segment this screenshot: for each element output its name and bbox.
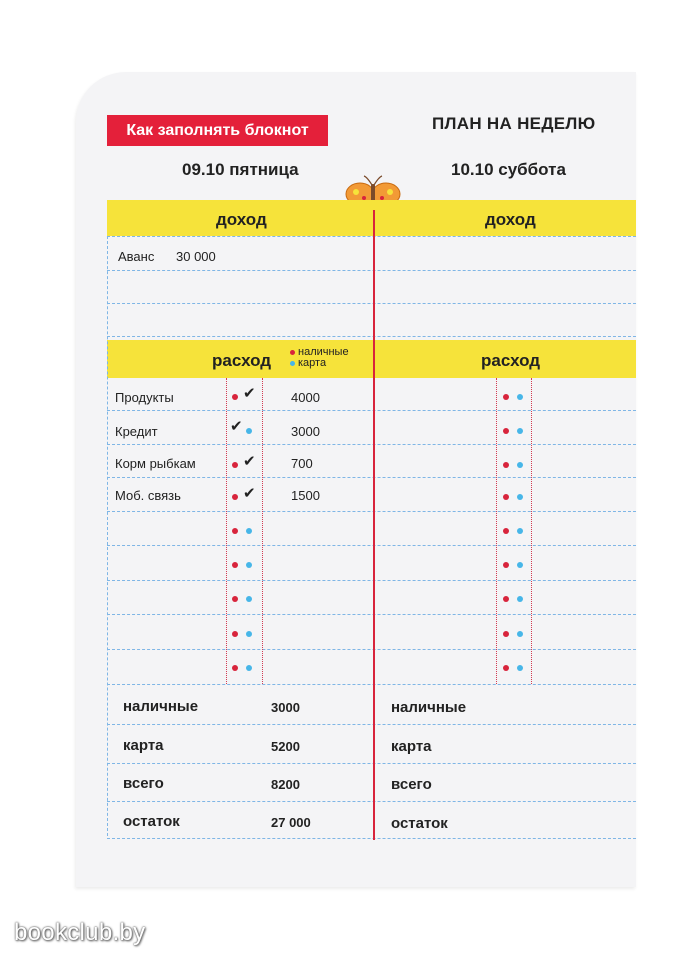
legend-card: карта: [298, 357, 327, 369]
ruled-line: [107, 684, 636, 685]
plan-title: ПЛАН НА НЕДЕЛЮ: [432, 114, 596, 133]
expense-value-2: 3000: [291, 424, 320, 439]
income-item-value: 30 000: [176, 249, 216, 264]
cash-dot: [232, 462, 238, 468]
left-margin-line: [107, 236, 108, 836]
cash-dot: [232, 528, 238, 534]
total-sum-value: 8200: [271, 777, 300, 792]
ruled-line: [107, 236, 636, 237]
expense-label-right: расход: [481, 351, 541, 370]
ruled-line: [107, 838, 636, 839]
total-card-label-left: карта: [123, 737, 164, 754]
total-card-label-right: карта: [391, 738, 432, 755]
payment-legend: [290, 347, 349, 369]
expense-name-1: Продукты: [115, 390, 174, 405]
cash-dot: [503, 631, 509, 637]
howto-badge: Как заполнять блокнот: [107, 115, 328, 146]
income-item-name: Аванс: [118, 249, 155, 264]
expense-name-2: Кредит: [115, 424, 158, 439]
check-icon: ✔: [230, 418, 243, 435]
card-dot: [246, 665, 252, 671]
ruled-line: [107, 444, 636, 445]
left-method-col-left: [226, 378, 227, 684]
card-dot: [517, 631, 523, 637]
expense-value-4: 1500: [291, 488, 320, 503]
cash-dot: [503, 562, 509, 568]
card-dot: [517, 394, 523, 400]
total-remainder-value: 27 000: [271, 815, 311, 830]
card-dot: [246, 596, 252, 602]
expense-value-3: 700: [291, 456, 313, 471]
ruled-line: [107, 270, 636, 271]
ruled-line: [107, 336, 636, 337]
cash-dot: [503, 596, 509, 602]
cash-dot: [503, 462, 509, 468]
center-divider: [373, 210, 375, 840]
watermark-text: bookclub.by: [14, 919, 146, 946]
ruled-line: [107, 511, 636, 512]
cash-dot: [232, 562, 238, 568]
day2-date: 10.10 суббота: [451, 160, 566, 179]
ruled-line: [107, 545, 636, 546]
legend-cash: наличные: [298, 346, 349, 358]
total-card-value: 5200: [271, 739, 300, 754]
ruled-line: [107, 649, 636, 650]
check-icon: ✔: [243, 453, 256, 470]
ruled-line: [107, 614, 636, 615]
cash-dot: [503, 394, 509, 400]
card-dot: [517, 665, 523, 671]
check-icon: ✔: [243, 485, 256, 502]
card-dot: [517, 428, 523, 434]
total-sum-label-right: всего: [391, 776, 432, 793]
expense-label-left: расход: [212, 351, 272, 370]
expense-value-1: 4000: [291, 390, 320, 405]
expense-header-bar: [107, 340, 636, 378]
total-cash-label-left: наличные: [123, 698, 199, 715]
ruled-line: [107, 801, 636, 802]
ruled-line: [107, 580, 636, 581]
card-dot: [246, 631, 252, 637]
expense-name-4: Моб. связь: [115, 488, 181, 503]
card-dot: [246, 562, 252, 568]
ruled-line: [107, 763, 636, 764]
total-cash-value: 3000: [271, 700, 300, 715]
total-remainder-label-right: остаток: [391, 815, 448, 832]
card-dot: [246, 428, 252, 434]
cash-dot: [232, 494, 238, 500]
card-dot: [246, 528, 252, 534]
right-method-col-left: [496, 378, 497, 684]
total-sum-label-left: всего: [123, 775, 164, 792]
ruled-line: [107, 410, 636, 411]
total-cash-label-right: наличные: [391, 699, 467, 716]
card-dot: [517, 494, 523, 500]
cash-dot: [503, 494, 509, 500]
cash-dot: [503, 665, 509, 671]
cash-dot: [232, 394, 238, 400]
card-dot: [517, 562, 523, 568]
cash-dot: [232, 596, 238, 602]
income-header-bar: [107, 200, 636, 236]
cash-dot: [503, 528, 509, 534]
ruled-line: [107, 477, 636, 478]
cash-dot: [232, 631, 238, 637]
day1-date: 09.10 пятница: [182, 160, 299, 179]
card-dot: [517, 462, 523, 468]
card-dot: [517, 596, 523, 602]
right-method-col-right: [531, 378, 532, 684]
income-label-right: доход: [485, 210, 536, 229]
cash-dot: [232, 665, 238, 671]
check-icon: ✔: [243, 385, 256, 402]
cash-dot: [503, 428, 509, 434]
expense-name-3: Корм рыбкам: [115, 456, 196, 471]
total-remainder-label-left: остаток: [123, 813, 180, 830]
income-label-left: доход: [216, 210, 267, 229]
card-dot: [517, 528, 523, 534]
ruled-line: [107, 303, 636, 304]
left-method-col-right: [262, 378, 263, 684]
ruled-line: [107, 724, 636, 725]
